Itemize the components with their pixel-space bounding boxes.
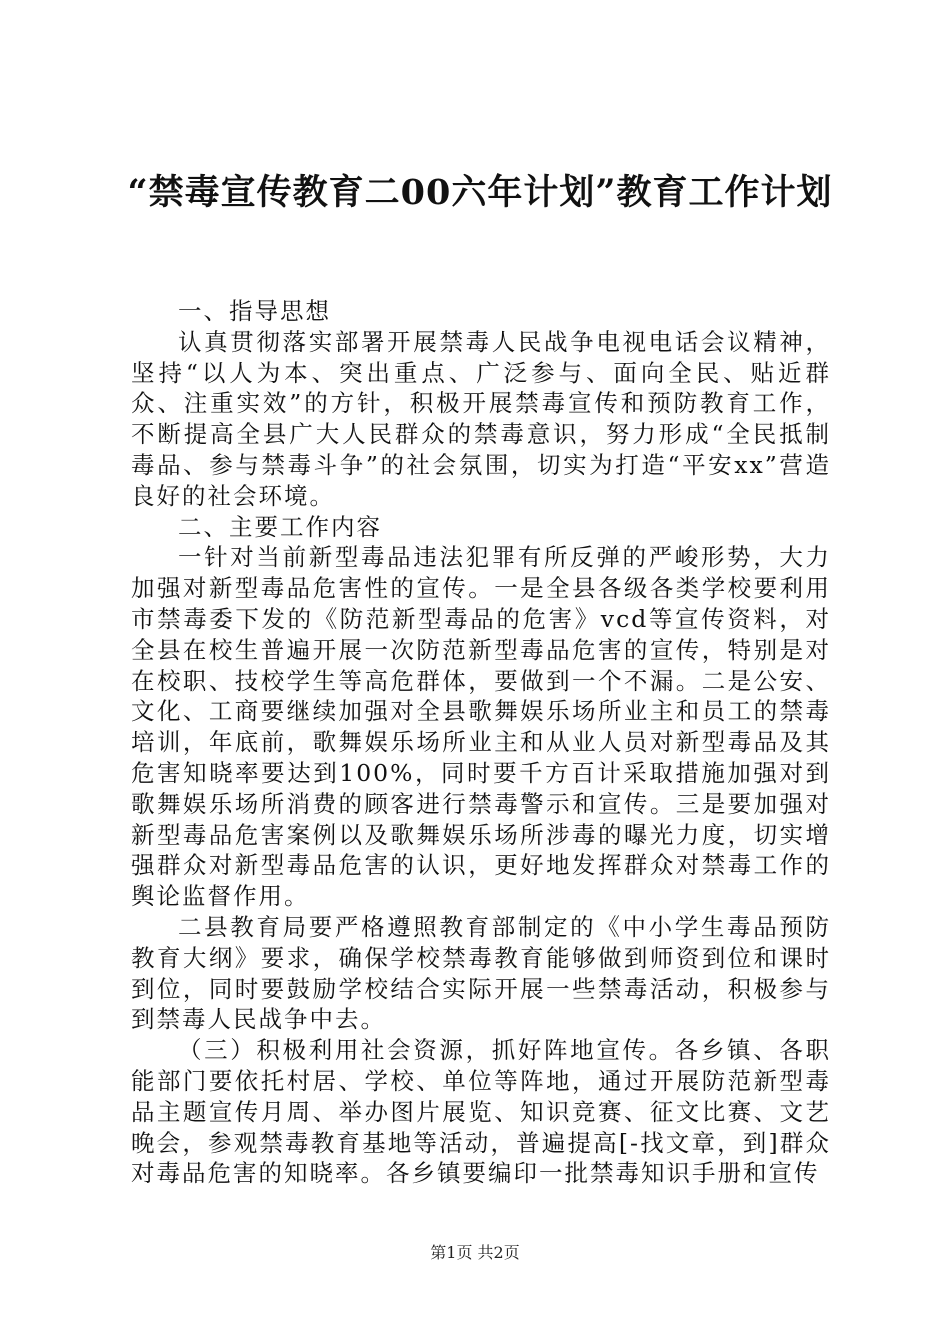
document-body	[131, 296, 831, 1189]
document-title: “禁毒宣传教育二00六年计划”教育工作计划	[127, 172, 833, 213]
paragraph-social-resources: （三）积极利用社会资源，抓好阵地宣传。各乡镇、各职能部门要依托村居、学校、单位等阵地，通过开展防范新型毒品主题宣传月周、举办图片展览、知识竞赛、征文比赛、文艺晚会，参观禁毒教育基地等活动，普遍提高[-找文章，到]群众对毒品危害的知晓率。各乡镇要编印一批禁毒知识手册和宣传	[131, 1036, 831, 1188]
paragraph-guiding-thought: 认真贯彻落实部署开展禁毒人民战争电视电话会议精神，坚持“以人为本、突出重点、广泛参与、面向全民、贴近群众、注重实效”的方针，积极开展禁毒宣传和预防教育工作，不断提高全县广大人民群众的禁毒意识，努力形成“全民抵制毒品、参与禁毒斗争”的社会氛围，切实为打造“平安xx”营造良好的社会环境。	[131, 327, 831, 510]
paragraph-new-drugs: 一针对当前新型毒品违法犯罪有所反弹的严峻形势，大力加强对新型毒品危害性的宣传。一是全县各级各类学校要利用市禁毒委下发的《防范新型毒品的危害》vcd等宣传资料，对全县在校生普遍开展一次防范新型毒品危害的宣传，特别是对在校职、技校学生等高危群体，要做到一个不漏。二是公安、文化、工商要继续加强对全县歌舞娱乐场所业主和员工的禁毒培训，年底前，歌舞娱乐场所业主和从业人员对新型毒品及其危害知晓率要达到100%，同时要千方百计采取措施加强对到歌舞娱乐场所消费的顾客进行禁毒警示和宣传。三是要加强对新型毒品危害案例以及歌舞娱乐场所涉毒的曝光力度，切实增强群众对新型毒品危害的认识，更好地发挥群众对禁毒工作的舆论监督作用。	[131, 543, 831, 911]
section-heading-main-work: 二、主要工作内容	[178, 512, 382, 541]
section-heading-guiding-thought: 一、指导思想	[178, 297, 331, 325]
paragraph-education-bureau: 二县教育局要严格遵照教育部制定的《中小学生毒品预防教育大纲》要求，确保学校禁毒教育能够做到师资到位和课时到位，同时要鼓励学校结合实际开展一些禁毒活动，积极参与到禁毒人民战争中去。	[131, 912, 831, 1034]
page-number-footer: 第1页 共2页	[430, 1243, 520, 1262]
